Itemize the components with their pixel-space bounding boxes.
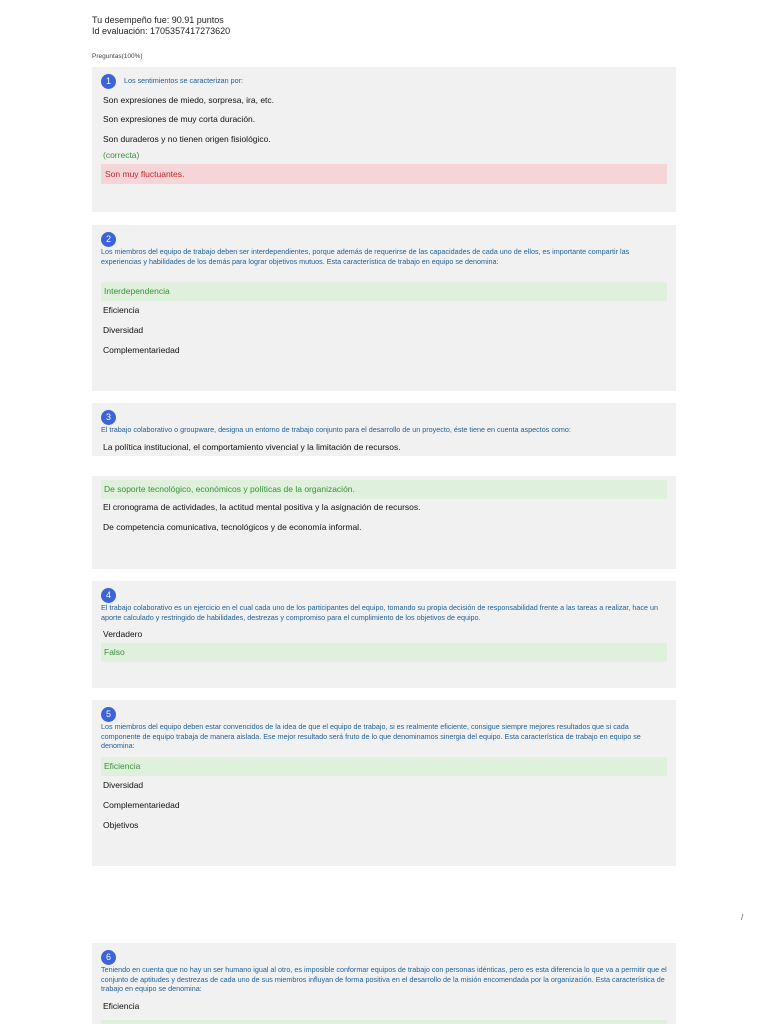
question-card-6 — [92, 943, 676, 1024]
answer-option[interactable]: Objetivos — [103, 820, 139, 830]
question-text: Los sentimientos se caracterizan por: — [124, 76, 244, 85]
answer-option[interactable]: La política institucional, el comportamiento vivencial y la limitación de recursos. — [103, 442, 401, 452]
question-card-2 — [92, 225, 676, 391]
correct-answer[interactable]: Falso — [101, 643, 667, 662]
correct-answer[interactable]: Interdependencia — [101, 282, 667, 301]
question-number-badge: 6 — [101, 950, 116, 965]
correct-answer[interactable]: De soporte tecnológico, económicos y políticas de la organización. — [101, 480, 667, 499]
answer-option[interactable]: Eficiencia — [103, 305, 140, 315]
question-number-badge: 5 — [101, 707, 116, 722]
question-text: Los miembros del equipo de trabajo deben ser interdependientes, porque además de requerirse de las capacidades de cada uno de ellos, es importante compartir las experiencias y habilidades de los demás para lograr objetivos mutuos. Esta característica de trabajo en equipo se denomina: — [101, 247, 630, 266]
correct-answer-partial — [101, 1020, 667, 1024]
answer-option[interactable]: El cronograma de actividades, la actitud mental positiva y la asignación de recursos. — [103, 502, 421, 512]
answer-option[interactable]: Son expresiones de miedo, sorpresa, ira, etc. — [103, 95, 275, 105]
answer-option[interactable]: Diversidad — [103, 780, 144, 790]
answer-option[interactable]: Eficiencia — [103, 1001, 140, 1011]
question-text: Los miembros del equipo deben estar convencidos de la idea de que el equipo de trabajo, si es realmente eficiente, consigue siempre mejores resultados que si cada componente de equipo trabaja de manera aislada. Ese mejor resultado será fruto de lo que denominamos sinergia del equipo. Esta característica de trabajo en equipo se denomina: — [101, 722, 641, 750]
question-card-3-continued — [92, 476, 676, 569]
correct-answer[interactable]: Eficiencia — [101, 757, 667, 776]
correct-tag: (correcta) — [103, 150, 140, 160]
question-number-badge: 3 — [101, 410, 116, 425]
question-number-badge: 1 — [101, 74, 116, 89]
wrong-answer[interactable]: Son muy fluctuantes. — [101, 164, 667, 184]
answer-option[interactable]: Complementariedad — [103, 345, 180, 355]
evaluation-id: Id evaluación: 1705357417273620 — [92, 26, 231, 36]
question-number-badge: 4 — [101, 588, 116, 603]
answer-option[interactable]: Complementariedad — [103, 800, 180, 810]
question-card-4 — [92, 581, 676, 688]
question-card-5 — [92, 700, 676, 866]
questions-label: Preguntas(100%) — [92, 53, 143, 60]
question-text: Teniendo en cuenta que no hay un ser humano igual al otro, es imposible conformar equipos de trabajo con personas idénticas, pero es esta diferencia lo que va a permitir que el conjunto de aptitudes y destrezas de cada uno de sus miembros influyan de forma positiva en el desarrollo de la misión encomendada por la organización. Esta característica de trabajo en equipo se denomina: — [101, 965, 667, 993]
question-text: El trabajo colaborativo es un ejercicio en el cual cada uno de los participantes del equipo, tomando su propia decisión de responsabilidad frente a las tareas a realizar, hace un aporte calculado y restringido de habilidades, destrezas y compromiso para el cumplimiento de los objetivos de equipo. — [101, 603, 658, 622]
score-header — [92, 15, 230, 37]
question-card-3 — [92, 403, 676, 456]
question-number-badge: 2 — [101, 232, 116, 247]
answer-option[interactable]: De competencia comunicativa, tecnológicos y de economía informal. — [103, 522, 362, 532]
question-card-1 — [92, 67, 676, 212]
answer-option[interactable]: Verdadero — [103, 629, 143, 639]
answer-option[interactable]: Son duraderos y no tienen origen fisiológico. — [103, 134, 271, 144]
score-line: Tu desempeño fue: 90.91 puntos — [92, 15, 224, 25]
answer-option[interactable]: Son expresiones de muy corta duración. — [103, 114, 256, 124]
question-text: El trabajo colaborativo o groupware, designa un entorno de trabajo conjunto para el desarrollo de un proyecto, éste tiene en cuenta aspectos como: — [101, 425, 571, 434]
page-mark: / — [741, 913, 744, 922]
answer-option[interactable]: Diversidad — [103, 325, 144, 335]
